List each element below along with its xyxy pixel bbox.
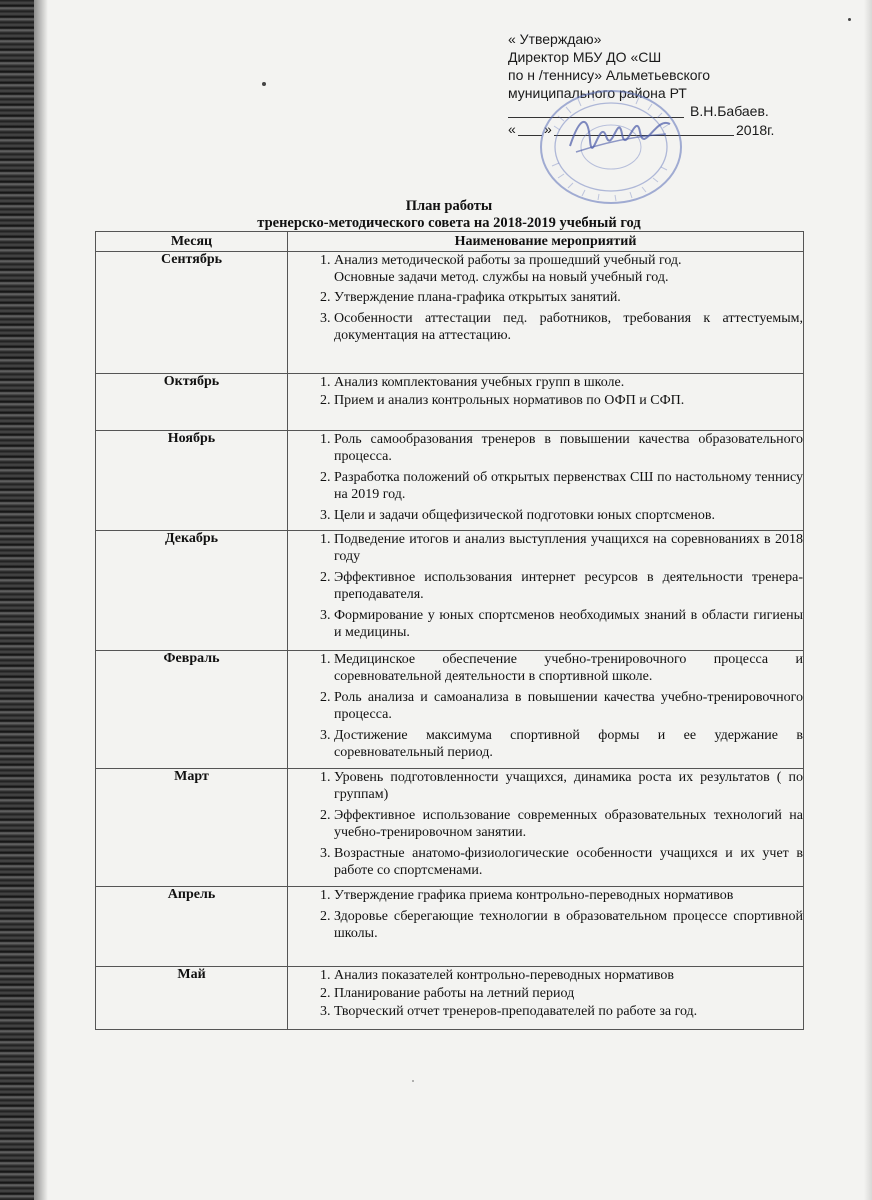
list-item: 2. Роль анализа и самоанализа в повышении качества учебно-тренировочного процесса. [334,689,803,723]
list-item: 3. Цели и задачи общефизической подготовки юных спортсменов. [334,507,803,524]
list-item: 1. Роль самообразования тренеров в повышении качества образовательного процесса. [334,431,803,465]
date-quote-open: « [508,121,516,137]
scan-shadow [34,0,48,1200]
list-item: 3. Творческий отчет тренеров-преподавателей по работе за год. [334,1003,803,1020]
approval-heading: « Утверждаю» [508,31,602,47]
list-item: 3. Особенности аттестации пед. работников, требования к аттестуемым, документация на аттестацию. [334,310,803,344]
list-item [334,252,803,286]
list-item: 3. Формирование у юных спортсменов необходимых знаний в области гигиены и медицины. [334,607,803,641]
events-cell [288,651,804,769]
list-item-text-continued: Основные задачи метод. службы на новый учебный год. [334,270,669,285]
list-item: 3. Достижение максимума спортивной формы и ее удержание в соревновательный период. [334,727,803,761]
list-item: 2. Разработка положений об открытых первенствах СШ по настольному теннису на 2019 год. [334,469,803,503]
events-list [288,431,803,524]
approval-organization: по н /теннису» Альметьевского [508,67,711,83]
list-item: 3. Возрастные анатомо-физиологические особенности учащихся и их учет в работе со спортсменами. [334,845,803,879]
events-cell [288,431,804,531]
events-list [288,887,803,942]
month-cell: Октябрь [96,374,288,431]
scan-speck [412,1080,414,1082]
events-list [288,769,803,879]
table-row-october [96,374,804,431]
month-cell: Март [96,769,288,887]
month-cell: Ноябрь [96,431,288,531]
title-line-2: тренерско-методического совета на 2018-2019 учебный год [257,215,641,231]
events-cell [288,374,804,431]
list-item: 1. Анализ комплектования учебных групп в школе. [334,374,803,391]
events-list [288,651,803,761]
date-year: 2018г. [736,122,775,138]
scan-right-edge [864,0,872,1200]
list-item: 2. Эффективное использования интернет ресурсов в деятельности тренера-преподавателя. [334,569,803,603]
list-item: 2. Эффективное использование современных образовательных технологий на учебно-тренировочном занятии. [334,807,803,841]
events-list [288,531,803,641]
table-row-april [96,887,804,967]
table-row-september [96,252,804,374]
list-item: 1. Подведение итогов и анализ выступления учащихся на соревнованиях в 2018 году [334,531,803,565]
list-item: 1. Анализ показателей контрольно-переводных нормативов [334,967,803,984]
list-item-text: 1. Анализ методической работы за прошедший учебный год. [334,253,682,268]
scan-left-edge [0,0,34,1200]
list-item: 1. Уровень подготовленности учащихся, динамика роста их результатов ( по группам) [334,769,803,803]
work-plan-table [95,231,804,1030]
list-item: 1. Медицинское обеспечение учебно-тренировочного процесса и соревновательной деятельности в спортивной школе. [334,651,803,685]
events-list [288,374,803,409]
month-cell: Май [96,967,288,1030]
month-cell: Сентябрь [96,252,288,374]
month-cell: Декабрь [96,531,288,651]
scan-speck [262,82,266,86]
list-item: 2. Утверждение плана-графика открытых занятий. [334,289,803,306]
events-list [288,252,803,344]
events-cell [288,769,804,887]
events-cell [288,967,804,1030]
list-item: 2. Здоровье сберегающие технологии в образовательном процессе спортивной школы. [334,908,803,942]
events-cell [288,252,804,374]
events-list [288,967,803,1020]
table-row-december [96,531,804,651]
list-item: 2. Прием и анализ контрольных нормативов по ОФП и СФП. [334,392,803,409]
header-month: Месяц [96,232,288,252]
table-row-march [96,769,804,887]
document-title [96,198,802,232]
signer-name: В.Н.Бабаев. [690,103,769,119]
scan-speck [848,18,851,21]
month-cell: Февраль [96,651,288,769]
list-item: 2. Планирование работы на летний период [334,985,803,1002]
table-header-row [96,232,804,252]
signature-mark [566,106,676,160]
month-cell: Апрель [96,887,288,967]
header-events: Наименование мероприятий [288,232,804,252]
date-quote-close: » [544,121,552,137]
events-cell [288,531,804,651]
approval-position: Директор МБУ ДО «СШ [508,49,662,65]
list-item: 1. Утверждение графика приема контрольно-переводных нормативов [334,887,803,904]
title-line-1: План работы [405,198,493,214]
table-row-may [96,967,804,1030]
approval-district: муниципального района РТ [508,85,687,101]
table-row-november [96,431,804,531]
table-row-february [96,651,804,769]
events-cell [288,887,804,967]
